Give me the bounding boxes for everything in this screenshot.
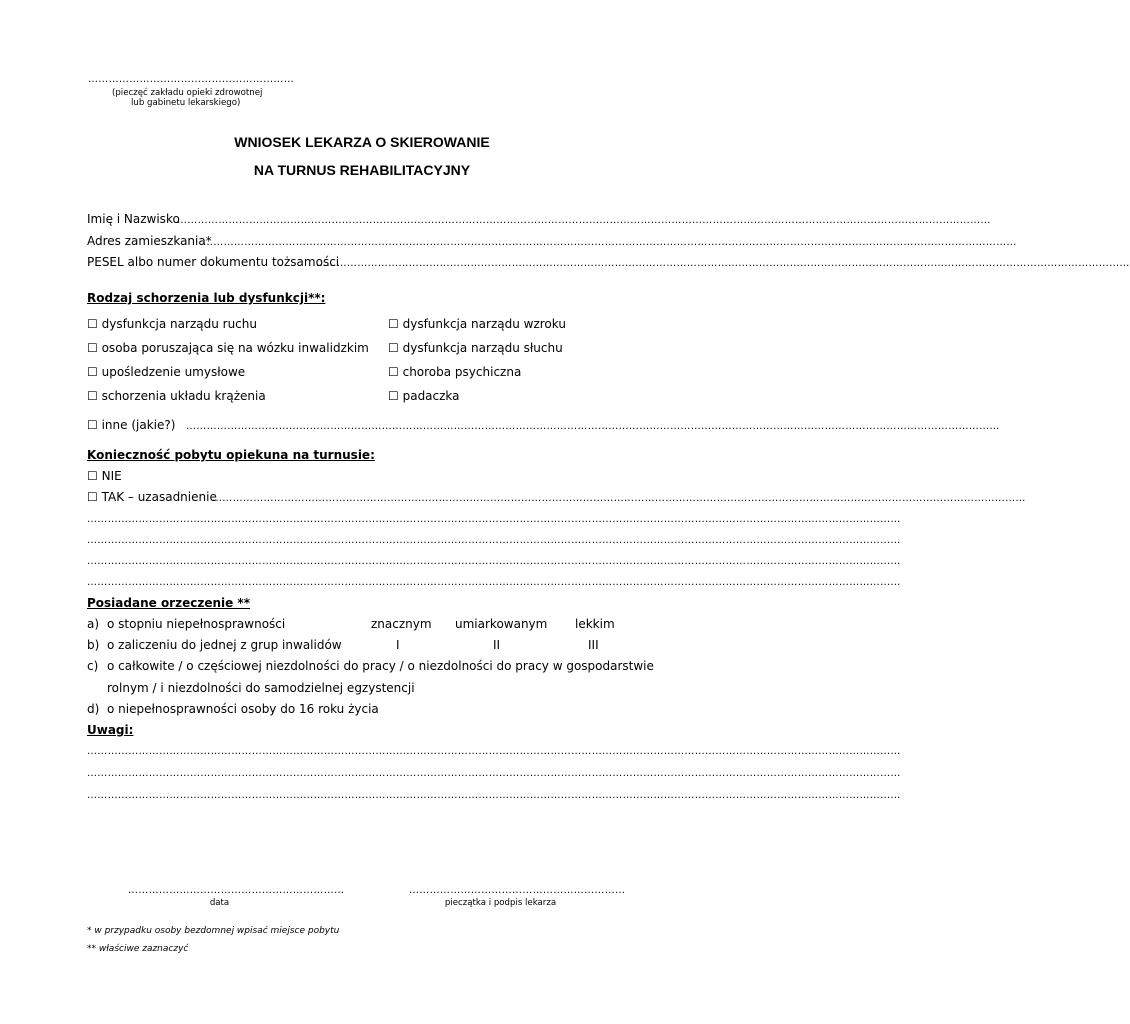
checkbox-item-other[interactable] bbox=[87, 418, 175, 432]
checkbox-item-yes[interactable] bbox=[87, 490, 217, 504]
date-field[interactable]: ……………………………………………………… bbox=[128, 885, 345, 896]
stamp-caption-line2: lub gabinetu lekarskiego) bbox=[131, 98, 241, 108]
child-disability-text: o niepełnosprawności osoby do 16 roku życia bbox=[107, 702, 379, 716]
checkbox-item[interactable] bbox=[87, 365, 245, 379]
checkbox-icon[interactable]: ☐ bbox=[388, 365, 399, 379]
option-significant[interactable]: znacznym bbox=[371, 617, 432, 631]
date-label: data bbox=[209, 898, 230, 908]
certificate-heading: Posiadane orzeczenie ** bbox=[87, 596, 250, 610]
checkbox-label: padaczka bbox=[402, 389, 460, 403]
checkbox-label: schorzenia układu krążenia bbox=[101, 389, 266, 403]
justification-line[interactable]: ………………………………………………………………………………………………………………………………………………………………………………………………………………… bbox=[87, 577, 901, 588]
remarks-line[interactable]: ………………………………………………………………………………………………………………………………………………………………………………………………………………… bbox=[87, 790, 901, 801]
item-letter: b) bbox=[87, 638, 100, 652]
checkbox-item[interactable] bbox=[87, 317, 257, 331]
pesel-label: PESEL albo numer dokumentu tożsamości bbox=[87, 255, 340, 269]
doctor-signature-label: pieczątka i podpis lekarza bbox=[444, 898, 557, 908]
checkbox-item[interactable] bbox=[87, 341, 369, 355]
checkbox-label: inne (jakie?) bbox=[101, 418, 176, 432]
page-title-line1: WNIOSEK LEKARZA O SKIEROWANIE bbox=[234, 134, 490, 150]
footnote-2: ** właściwe zaznaczyć bbox=[87, 944, 189, 954]
address-field[interactable]: ………………………………………………………………………………………………………………………………………………………………………………………………………………… bbox=[203, 237, 1017, 248]
option-group-3[interactable]: III bbox=[588, 638, 599, 652]
option-group-1[interactable]: I bbox=[396, 638, 400, 652]
checkbox-item[interactable] bbox=[87, 389, 266, 403]
stamp-caption-line1: (pieczęć zakładu opieki zdrowotnej bbox=[112, 88, 263, 98]
name-label: Imię i Nazwisko bbox=[87, 212, 180, 226]
item-letter: a) bbox=[87, 617, 100, 631]
stamp-dotted-line: …………………………………………………… bbox=[88, 74, 294, 85]
checkbox-item-no[interactable] bbox=[87, 469, 122, 483]
checkbox-label: dysfunkcja narządu wzroku bbox=[402, 317, 566, 331]
checkbox-item[interactable] bbox=[388, 365, 521, 379]
checkbox-label: osoba poruszająca się na wózku inwalidzkim bbox=[101, 341, 369, 355]
other-disease-field[interactable]: ………………………………………………………………………………………………………………………………………………………………………………………………………………… bbox=[186, 421, 1000, 432]
work-incapacity-text-cont: rolnym / i niezdolności do samodzielnej egzystencji bbox=[107, 681, 415, 695]
remarks-line[interactable]: ………………………………………………………………………………………………………………………………………………………………………………………………………………… bbox=[87, 746, 901, 757]
disease-heading: Rodzaj schorzenia lub dysfunkcji**: bbox=[87, 291, 326, 305]
justification-line[interactable]: ………………………………………………………………………………………………………………………………………………………………………………………………………………… bbox=[87, 514, 901, 525]
checkbox-label: TAK – uzasadnienie bbox=[101, 490, 217, 504]
checkbox-label: choroba psychiczna bbox=[402, 365, 522, 379]
justification-field[interactable]: ………………………………………………………………………………………………………………………………………………………………………………………………………………… bbox=[212, 493, 1026, 504]
disability-degree-text: o stopniu niepełnosprawności bbox=[107, 617, 286, 631]
checkbox-label: dysfunkcja narządu ruchu bbox=[101, 317, 257, 331]
checkbox-icon[interactable]: ☐ bbox=[388, 317, 399, 331]
option-mild[interactable]: lekkim bbox=[575, 617, 615, 631]
checkbox-icon[interactable]: ☐ bbox=[87, 365, 98, 379]
option-moderate[interactable]: umiarkowanym bbox=[455, 617, 548, 631]
justification-line[interactable]: ………………………………………………………………………………………………………………………………………………………………………………………………………………… bbox=[87, 535, 901, 546]
item-letter: d) bbox=[87, 702, 100, 716]
item-letter: c) bbox=[87, 659, 99, 673]
address-label: Adres zamieszkania* bbox=[87, 234, 212, 248]
checkbox-item[interactable] bbox=[388, 317, 566, 331]
checkbox-icon[interactable]: ☐ bbox=[388, 389, 399, 403]
checkbox-label: dysfunkcja narządu słuchu bbox=[402, 341, 563, 355]
remarks-heading: Uwagi: bbox=[87, 723, 134, 737]
checkbox-icon[interactable]: ☐ bbox=[87, 418, 98, 432]
option-group-2[interactable]: II bbox=[493, 638, 501, 652]
checkbox-icon[interactable]: ☐ bbox=[87, 469, 98, 483]
footnote-1: * w przypadku osoby bezdomnej wpisać miejsce pobytu bbox=[87, 926, 340, 936]
checkbox-label: NIE bbox=[101, 469, 122, 483]
remarks-line[interactable]: ………………………………………………………………………………………………………………………………………………………………………………………………………………… bbox=[87, 768, 901, 779]
checkbox-icon[interactable]: ☐ bbox=[87, 490, 98, 504]
doctor-signature-field[interactable]: ……………………………………………………… bbox=[409, 885, 626, 896]
page-title-line2: NA TURNUS REHABILITACYJNY bbox=[253, 162, 471, 178]
pesel-field[interactable]: ………………………………………………………………………………………………………………………………………………………………………………………………………………… bbox=[316, 258, 1130, 269]
caregiver-heading: Konieczność pobytu opiekuna na turnusie: bbox=[87, 448, 375, 462]
checkbox-item[interactable] bbox=[388, 389, 460, 403]
name-field[interactable]: ………………………………………………………………………………………………………………………………………………………………………………………………………………… bbox=[177, 215, 991, 226]
checkbox-icon[interactable]: ☐ bbox=[388, 341, 399, 355]
justification-line[interactable]: ………………………………………………………………………………………………………………………………………………………………………………………………………………… bbox=[87, 556, 901, 567]
invalid-group-text: o zaliczeniu do jednej z grup inwalidów bbox=[107, 638, 342, 652]
checkbox-icon[interactable]: ☐ bbox=[87, 389, 98, 403]
checkbox-icon[interactable]: ☐ bbox=[87, 341, 98, 355]
work-incapacity-text: o całkowite / o częściowej niezdolności do pracy / o niezdolności do pracy w gospodarstwie bbox=[107, 659, 654, 673]
checkbox-item[interactable] bbox=[388, 341, 563, 355]
checkbox-icon[interactable]: ☐ bbox=[87, 317, 98, 331]
checkbox-label: upośledzenie umysłowe bbox=[101, 365, 246, 379]
